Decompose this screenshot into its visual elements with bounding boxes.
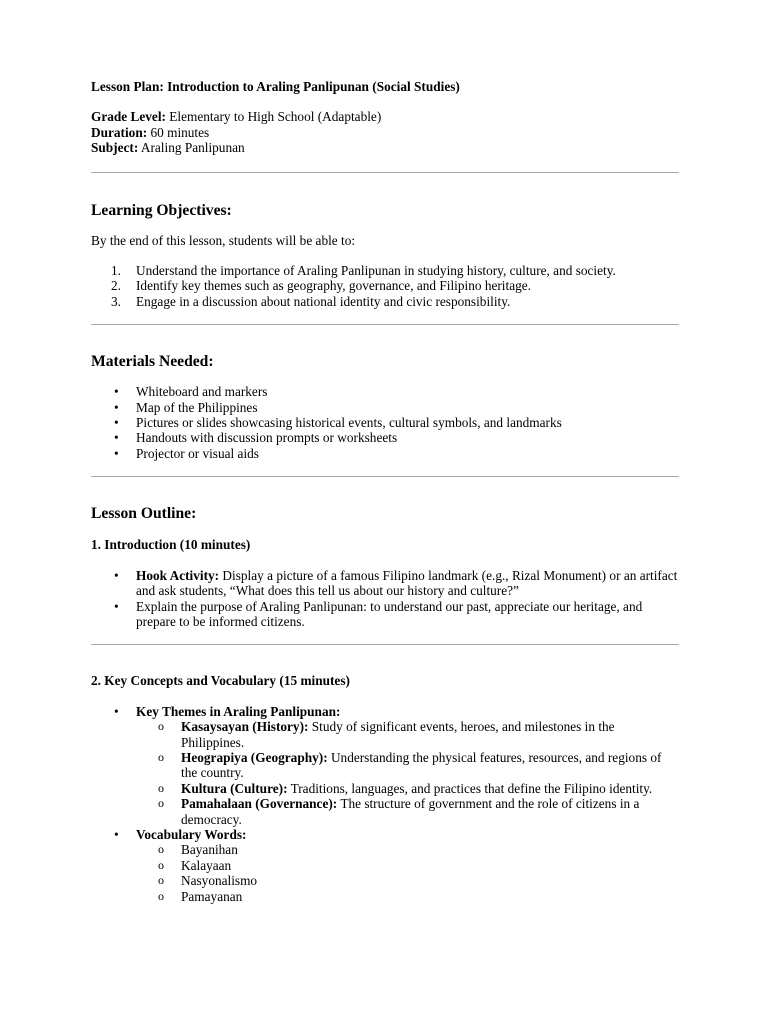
sub-list-item: o Kultura (Culture): Traditions, languages, and practices that define the Filipino identity. (158, 780, 653, 796)
divider (91, 324, 679, 325)
key-concepts-list (91, 704, 679, 904)
sub-list-item: o Heograpiya (Geography): Understanding the physical features, resources, and regions of the country. (158, 749, 662, 781)
list-item: • Pictures or slides showcasing historical events, cultural symbols, and landmarks (114, 415, 562, 431)
meta-subject: Subject: Araling Panlipunan (91, 140, 245, 156)
list-item: 1. Understand the importance of Araling Panlipunan in studying history, culture, and society. (111, 263, 616, 279)
lesson-meta (91, 109, 679, 155)
outline-heading: Lesson Outline: (91, 505, 197, 523)
materials-list (91, 384, 679, 461)
sub-list-item: o Bayanihan (158, 842, 238, 858)
sub-list-item: o Pamayanan (158, 888, 243, 904)
key-concepts-subheading: 2. Key Concepts and Vocabulary (15 minutes) (91, 673, 350, 689)
list-item: • Handouts with discussion prompts or worksheets (114, 430, 398, 446)
divider (91, 172, 679, 173)
materials-heading: Materials Needed: (91, 353, 214, 371)
list-item: • Projector or visual aids (114, 445, 259, 461)
list-item: • Explain the purpose of Araling Panlipunan: to understand our past, appreciate our heritage, and prepare to be informed citizens. (114, 598, 643, 629)
list-item: 2. Identify key themes such as geography, governance, and Filipino heritage. (111, 278, 531, 294)
document-title: Lesson Plan: Introduction to Araling Panlipunan (Social Studies) (91, 79, 460, 94)
sub-list-item: o Nasyonalismo (158, 873, 258, 889)
introduction-list (91, 568, 679, 630)
list-item: • Whiteboard and markers (114, 384, 268, 400)
sub-list-item: o Pamahalaan (Governance): The structure of government and the role of citizens in a democracy. (158, 796, 640, 827)
sub-list-item: o Kalayaan (158, 857, 232, 873)
list-item: 3. Engage in a discussion about national identity and civic responsibility. (111, 293, 511, 309)
meta-grade-level: Grade Level: Elementary to High School (Adaptable) (91, 109, 382, 125)
divider (91, 644, 679, 645)
themes-sublist (136, 719, 679, 827)
list-item: • Key Themes in Araling Panlipunan: o Kasaysayan (History): Study of significant events, heroes, and milestones in the Philippines. o Heograpiya (Geography): Understanding the physical features, resources, and regions of the country. o Kultura (Culture): Traditions, languages, and practices that define the Filipino identity. o Pamahalaan (Governance): The structure of government and the role of citizens in a democracy. (91, 704, 679, 827)
list-item: • Hook Activity: Display a picture of a famous Filipino landmark (e.g., Rizal Monument) or an artifact and ask students, “What does this tell us about our history and culture?” (114, 567, 678, 599)
objectives-heading: Learning Objectives: (91, 201, 232, 219)
lesson-plan-document (91, 79, 679, 904)
divider (91, 476, 679, 477)
meta-duration: Duration: 60 minutes (91, 124, 210, 140)
objectives-intro: By the end of this lesson, students will be able to: (91, 232, 356, 248)
vocabulary-sublist (136, 842, 679, 904)
list-item: • Vocabulary Words: o Bayanihan o Kalayaan o Nasyonalismo o Pamayanan (91, 827, 679, 904)
objectives-list (91, 263, 679, 309)
list-item: • Map of the Philippines (114, 399, 258, 415)
sub-list-item: o Kasaysayan (History): Study of significant events, heroes, and milestones in the Philippines. (158, 719, 615, 750)
introduction-subheading: 1. Introduction (10 minutes) (91, 537, 251, 553)
